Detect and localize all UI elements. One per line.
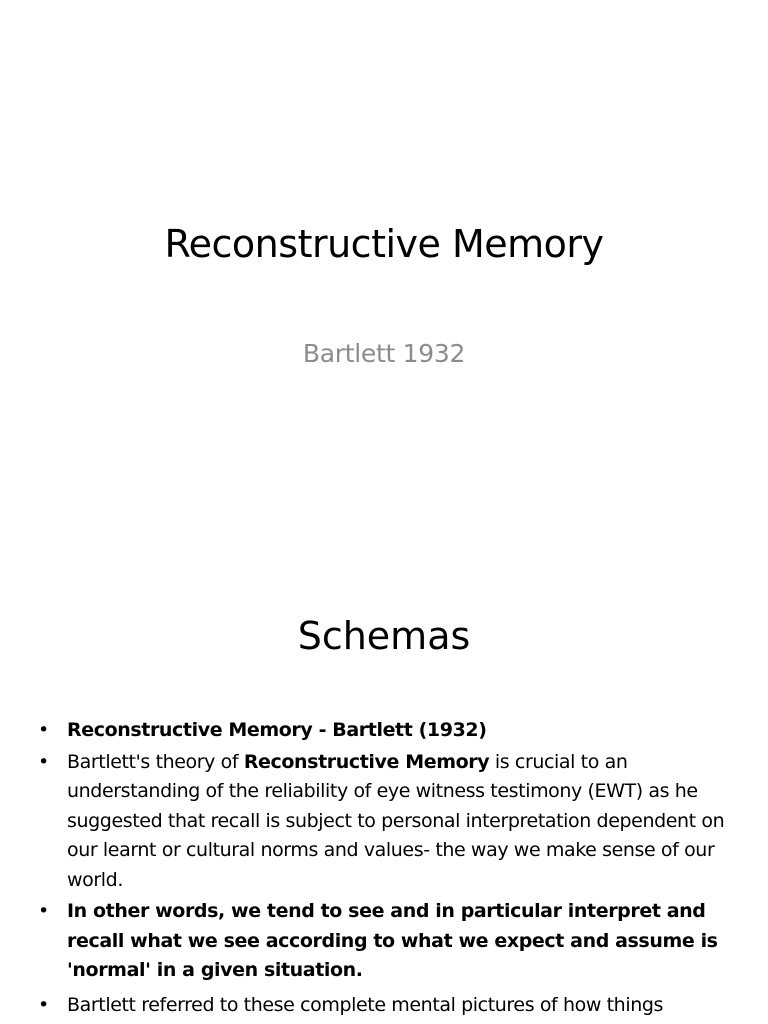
bullet-item — [38, 748, 728, 896]
bullet-icon: • — [38, 900, 49, 922]
bullet-bold-text: Reconstructive Memory - Bartlett (1932) — [67, 719, 487, 741]
bullet-icon: • — [38, 993, 49, 1016]
bullet-text-post: is crucial to an understanding of the reliability of eye witness testimony (EWT) as he suggested that recall is subject to personal interpretation dependent on our learnt or cultural norms and values- the way we make sense of our world. — [67, 750, 725, 891]
schemas-title: Schemas — [297, 614, 471, 658]
schemas-slide — [0, 576, 768, 1024]
bullet-item — [38, 897, 728, 986]
slide-title: Reconstructive Memory — [164, 222, 604, 266]
slide-subtitle: Bartlett 1932 — [302, 339, 466, 368]
bullet-text-pre: Bartlett's theory of — [67, 750, 244, 773]
bullet-text: Bartlett referred to these complete mental pictures of how things — [67, 993, 663, 1016]
bullet-bold-text: In other words, we tend to see and in particular interpret and recall what we see according to what we expect and assume is 'normal' in a given situation. — [67, 900, 718, 981]
bullet-icon: • — [38, 750, 49, 773]
bullet-list — [38, 716, 728, 1022]
bullet-item — [38, 716, 728, 746]
bullet-bold-text: Reconstructive Memory — [243, 750, 490, 773]
bullet-icon: • — [38, 719, 49, 741]
bullet-item — [38, 991, 728, 1021]
